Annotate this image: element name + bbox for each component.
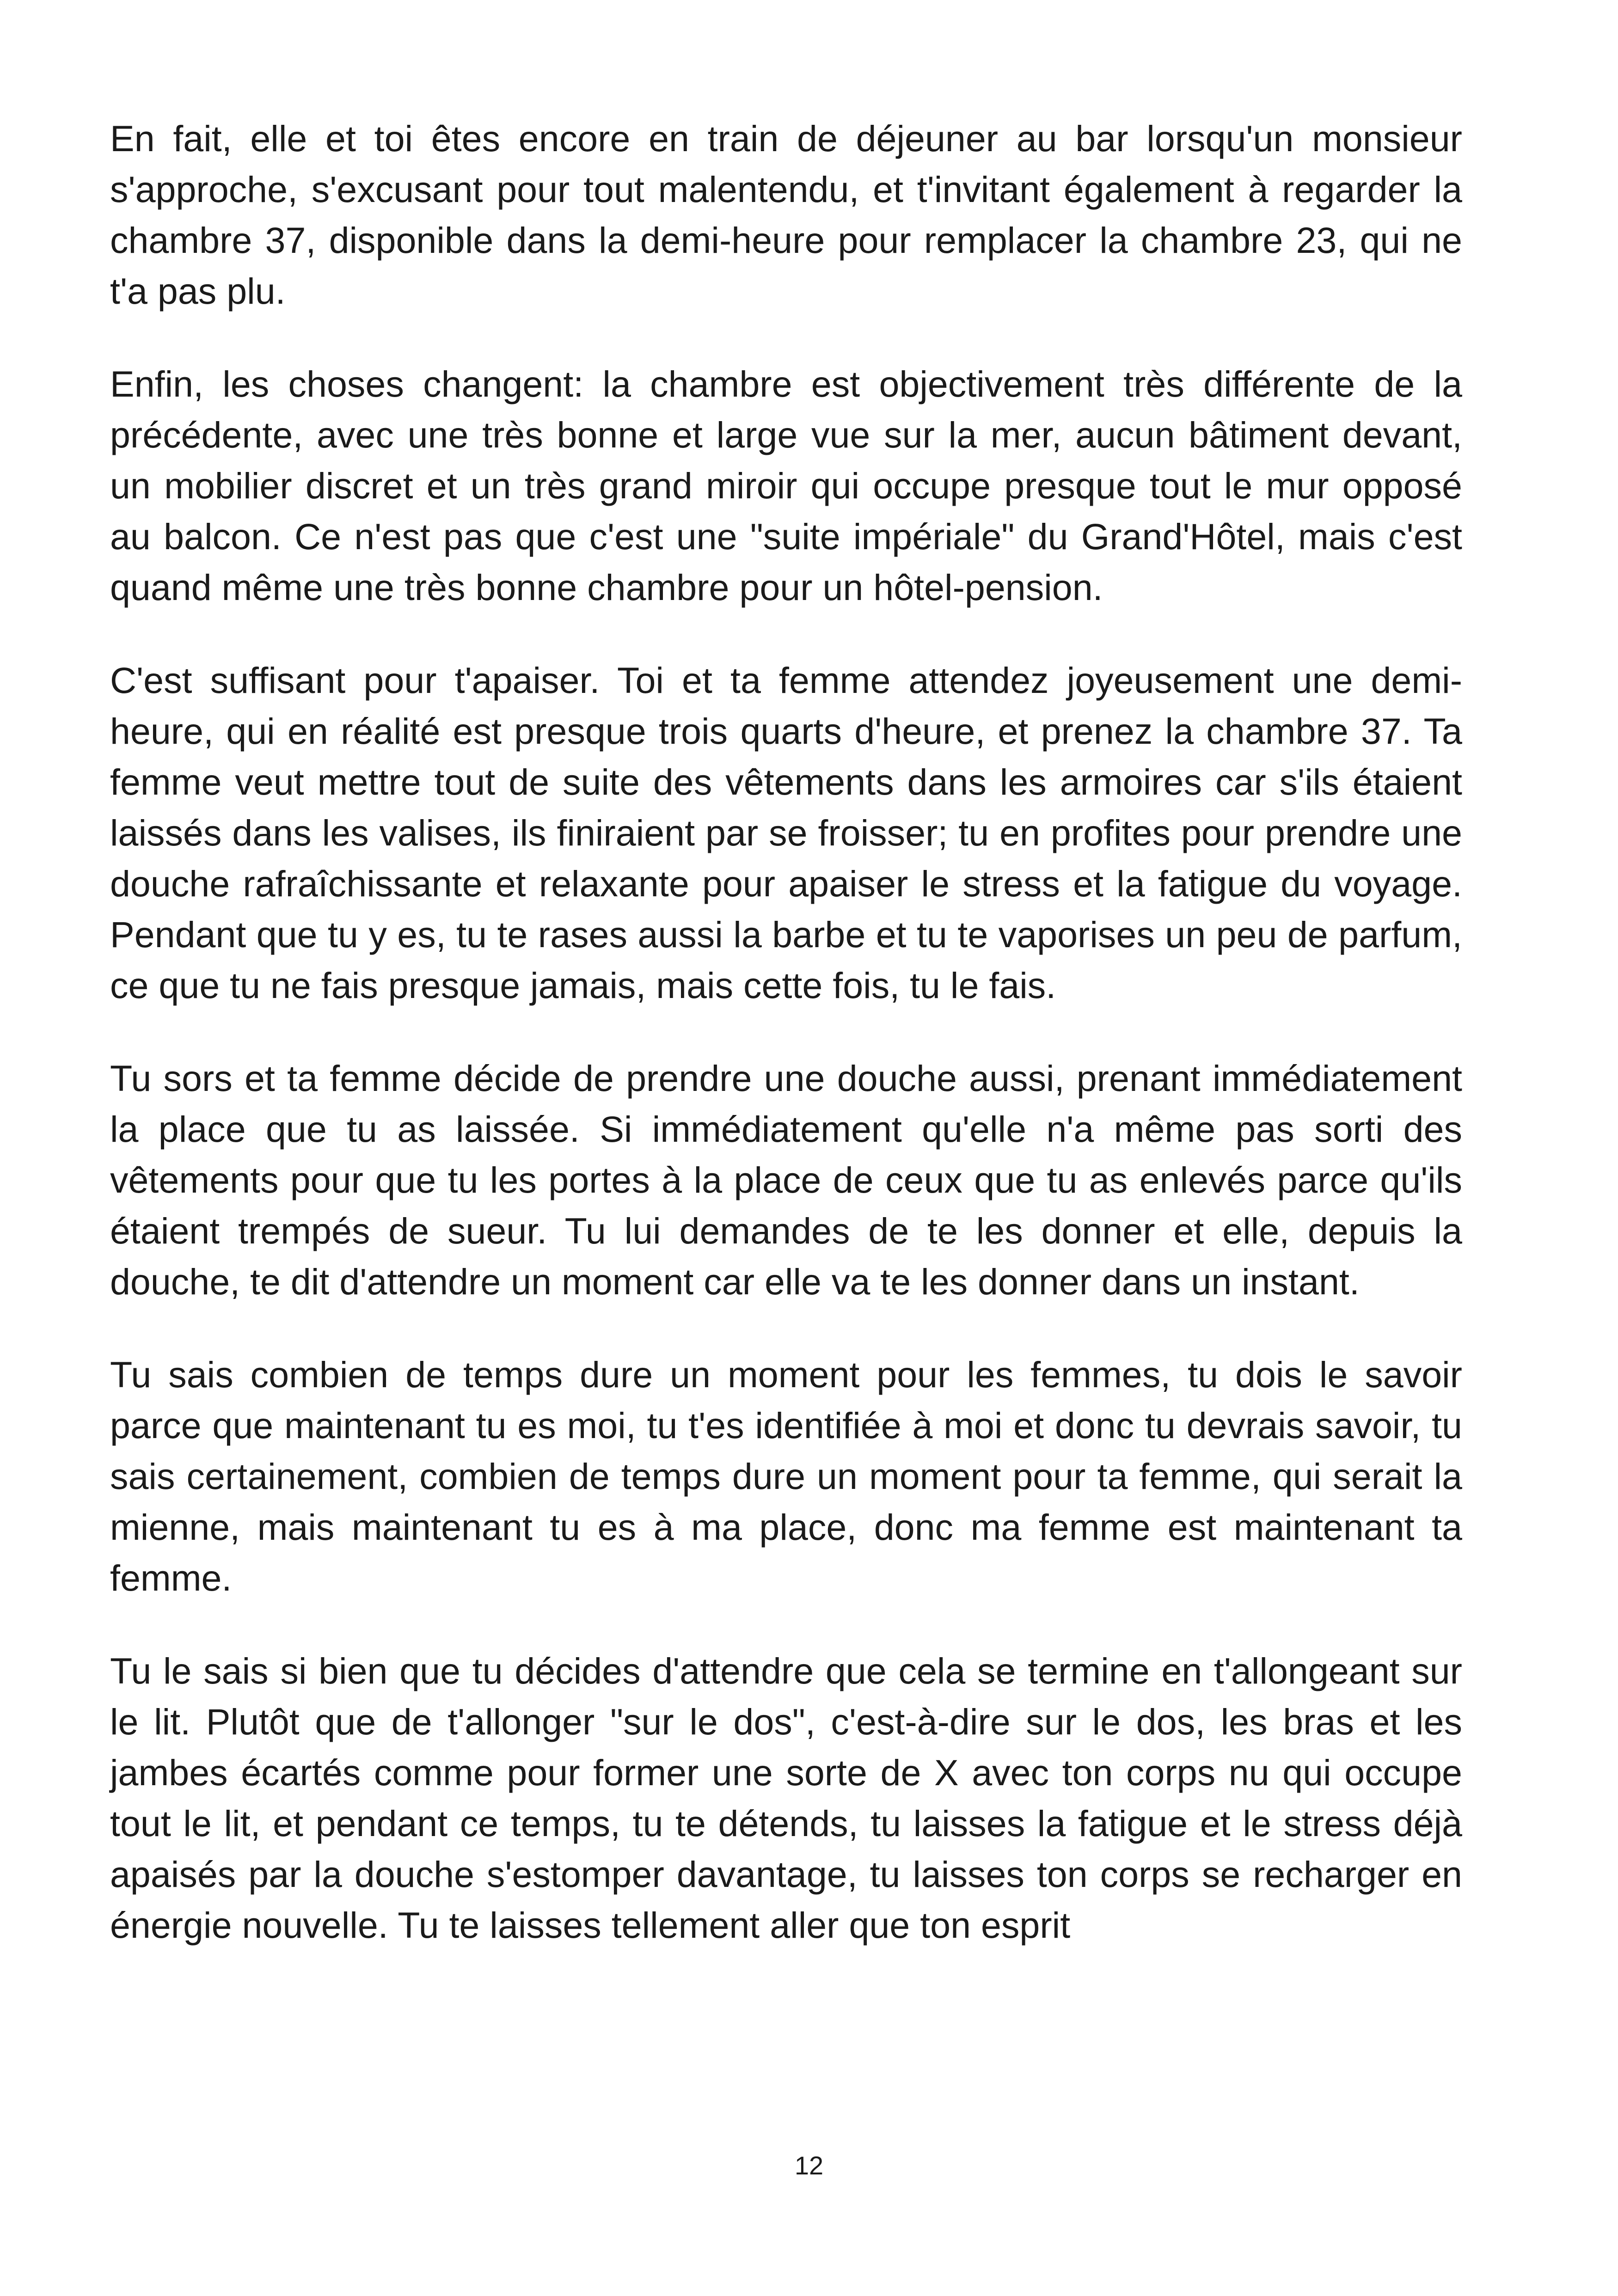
paragraph-4: Tu sors et ta femme décide de prendre une douche aussi, prenant immédiatement la place que tu as laissée. Si immédiatement qu'elle n'a même pas sorti des vêtements pour que tu les portes à la place de ceux que tu as enlevés parce qu'ils étaient trempés de sueur. Tu lui demandes de te les donner et elle, depuis la douche, te dit d'attendre un moment car elle va te les donner dans un instant. — [110, 1058, 1462, 1302]
page-number: 12 — [794, 2151, 824, 2180]
paragraph-6: Tu le sais si bien que tu décides d'attendre que cela se termine en t'allongeant sur le lit. Plutôt que de t'allonger "sur le dos", c'est-à-dire sur le dos, les bras et les jambes écartés comme pour former une sorte de X avec ton corps nu qui occupe tout le lit, et pendant ce temps, tu te détends, tu laisses la fatigue et le stress déjà apaisés par la douche s'estomper davantage, tu laisses ton corps se recharger en énergie nouvelle. Tu te laisses tellement aller que ton esprit — [110, 1650, 1462, 1946]
paragraph-1: En fait, elle et toi êtes encore en train de déjeuner au bar lorsqu'un monsieur s'approche, s'excusant pour tout malentendu, et t'invitant également à regarder la chambre 37, disponible dans la demi-heure pour remplacer la chambre 23, qui ne t'a pas plu. — [110, 118, 1462, 312]
paragraph-5: Tu sais combien de temps dure un moment pour les femmes, tu dois le savoir parce que maintenant tu es moi, tu t'es identifiée à moi et donc tu devrais savoir, tu sais certainement, combien de temps dure un moment pour ta femme, qui serait la mienne, mais maintenant tu es à ma place, donc ma femme est maintenant ta femme. — [110, 1354, 1462, 1598]
paragraph-3: C'est suffisant pour t'apaiser. Toi et ta femme attendez joyeusement une demi-heure, qui en réalité est presque trois quarts d'heure, et prenez la chambre 37. Ta femme veut mettre tout de suite des vêtements dans les armoires car s'ils étaient laissés dans les valises, ils finiraient par se froisser; tu en profites pour prendre une douche rafraîchissante et relaxante pour apaiser le stress et la fatigue du voyage. Pendant que tu y es, tu te rases aussi la barbe et tu te vaporises un peu de parfum, ce que tu ne fais presque jamais, mais cette fois, tu le fais. — [110, 660, 1462, 1006]
paragraph-2: Enfin, les choses changent: la chambre est objectivement très différente de la précédente, avec une très bonne et large vue sur la mer, aucun bâtiment devant, un mobilier discret et un très grand miroir qui occupe presque tout le mur opposé au balcon. Ce n'est pas que c'est une "suite impériale" du Grand'Hôtel, mais c'est quand même une très bonne chambre pour un hôtel-pension. — [110, 363, 1462, 608]
body-text — [110, 113, 1462, 1993]
